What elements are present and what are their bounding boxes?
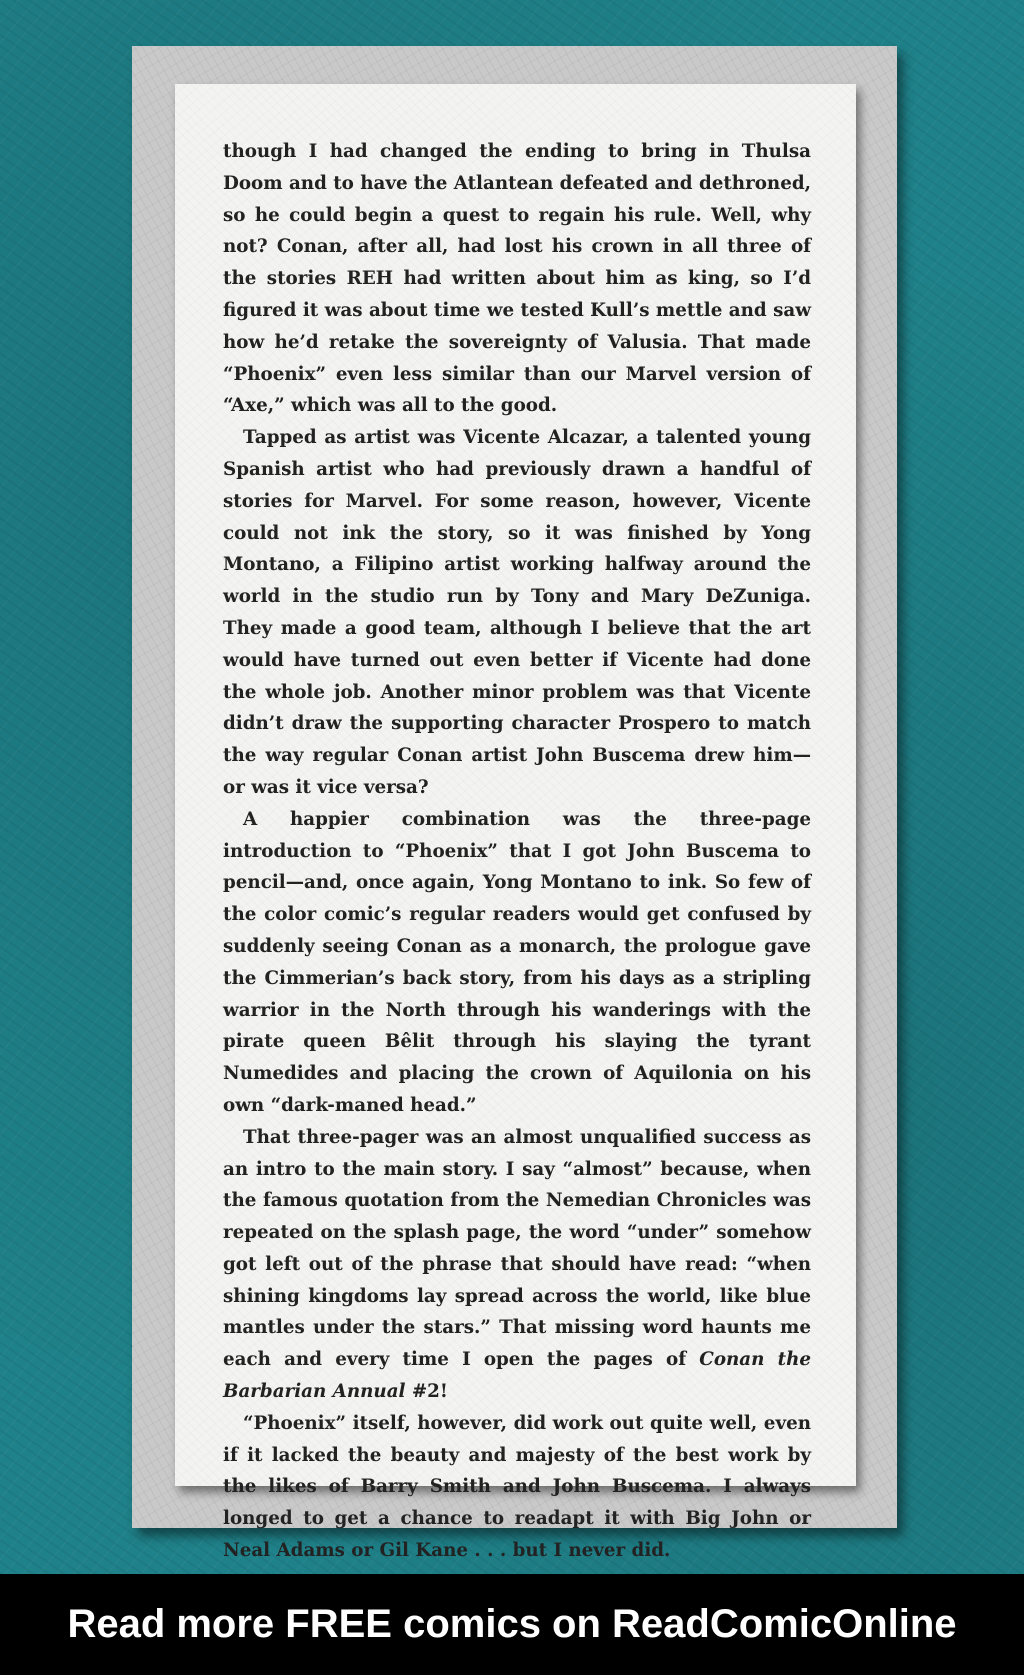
paragraph-2: Tapped as artist was Vicente Alcazar, a talented young Spanish artist who had previously drawn a handful of stories for Marvel. For some reason, however, Vicente could not ink the story, so it was finished by Yong Montano, a Filipino artist working halfway around the world in the studio run by Tony and Mary DeZuniga. They made a good team, although I believe that the art would have turned out even better if Vicente had done the whole job. Another minor problem was that Vicente didn’t draw the supporting character Prospero to match the way regular Conan artist John Buscema drew him—or was it vice versa? [223, 427, 811, 798]
paragraph-4 [223, 1122, 811, 1408]
paragraph-3: A happier combination was the three-page introduction to “Phoenix” that I got John Buscema to pencil—and, once again, Yong Montano to ink. So few of the color comic’s regular readers would get confused by suddenly seeing Conan as a monarch, the prologue gave the Cimmerian’s back story, from his days as a stripling warrior in the North through his wanderings with the pirate queen Bêlit through his slaying the tyrant Numedides and placing the crown of Aquilonia on his own “dark-maned head.” [223, 808, 811, 1116]
annual-title: Conan the Barbarian Annual # [223, 1349, 811, 1403]
article-body [223, 136, 811, 1567]
paragraph-4-text: That three-pager was an almost unqualified success as an intro to the main story. I say “almost” because, when the famous quotation from the Nemedian Chronicles was repeated on the splash page, the word “under” somehow got left out of the phrase that should have read: “when shining kingdoms lay spread across the world, like blue mantles under the stars.” That missing word haunts me each and every time I open the pages of [223, 1126, 811, 1371]
paragraph-5: “Phoenix” itself, however, did work out quite well, even if it lacked the beauty and majesty of the best work by the likes of Barry Smith and John Buscema. I always longed to get a chance to readapt it with Big John or Neal Adams or Gil Kane . . . but I never did. [223, 1412, 811, 1562]
paragraph-1: though I had changed the ending to bring in Thulsa Doom and to have the Atlantean defeated and dethroned, so he could begin a quest to regain his rule. Well, why not? Conan, after all, had lost his crown in all three of the stories REH had written about him as king, so I’d figured it was about time we tested Kull’s mettle and saw how he’d retake the sovereignty of Valusia. That made “Phoenix” even less similar than our Marvel version of “Axe,” which was all to the good. [223, 141, 811, 417]
footer-banner-text[interactable]: Read more FREE comics on ReadComicOnline [67, 1602, 957, 1646]
paragraph-4-end: 2! [427, 1381, 448, 1403]
